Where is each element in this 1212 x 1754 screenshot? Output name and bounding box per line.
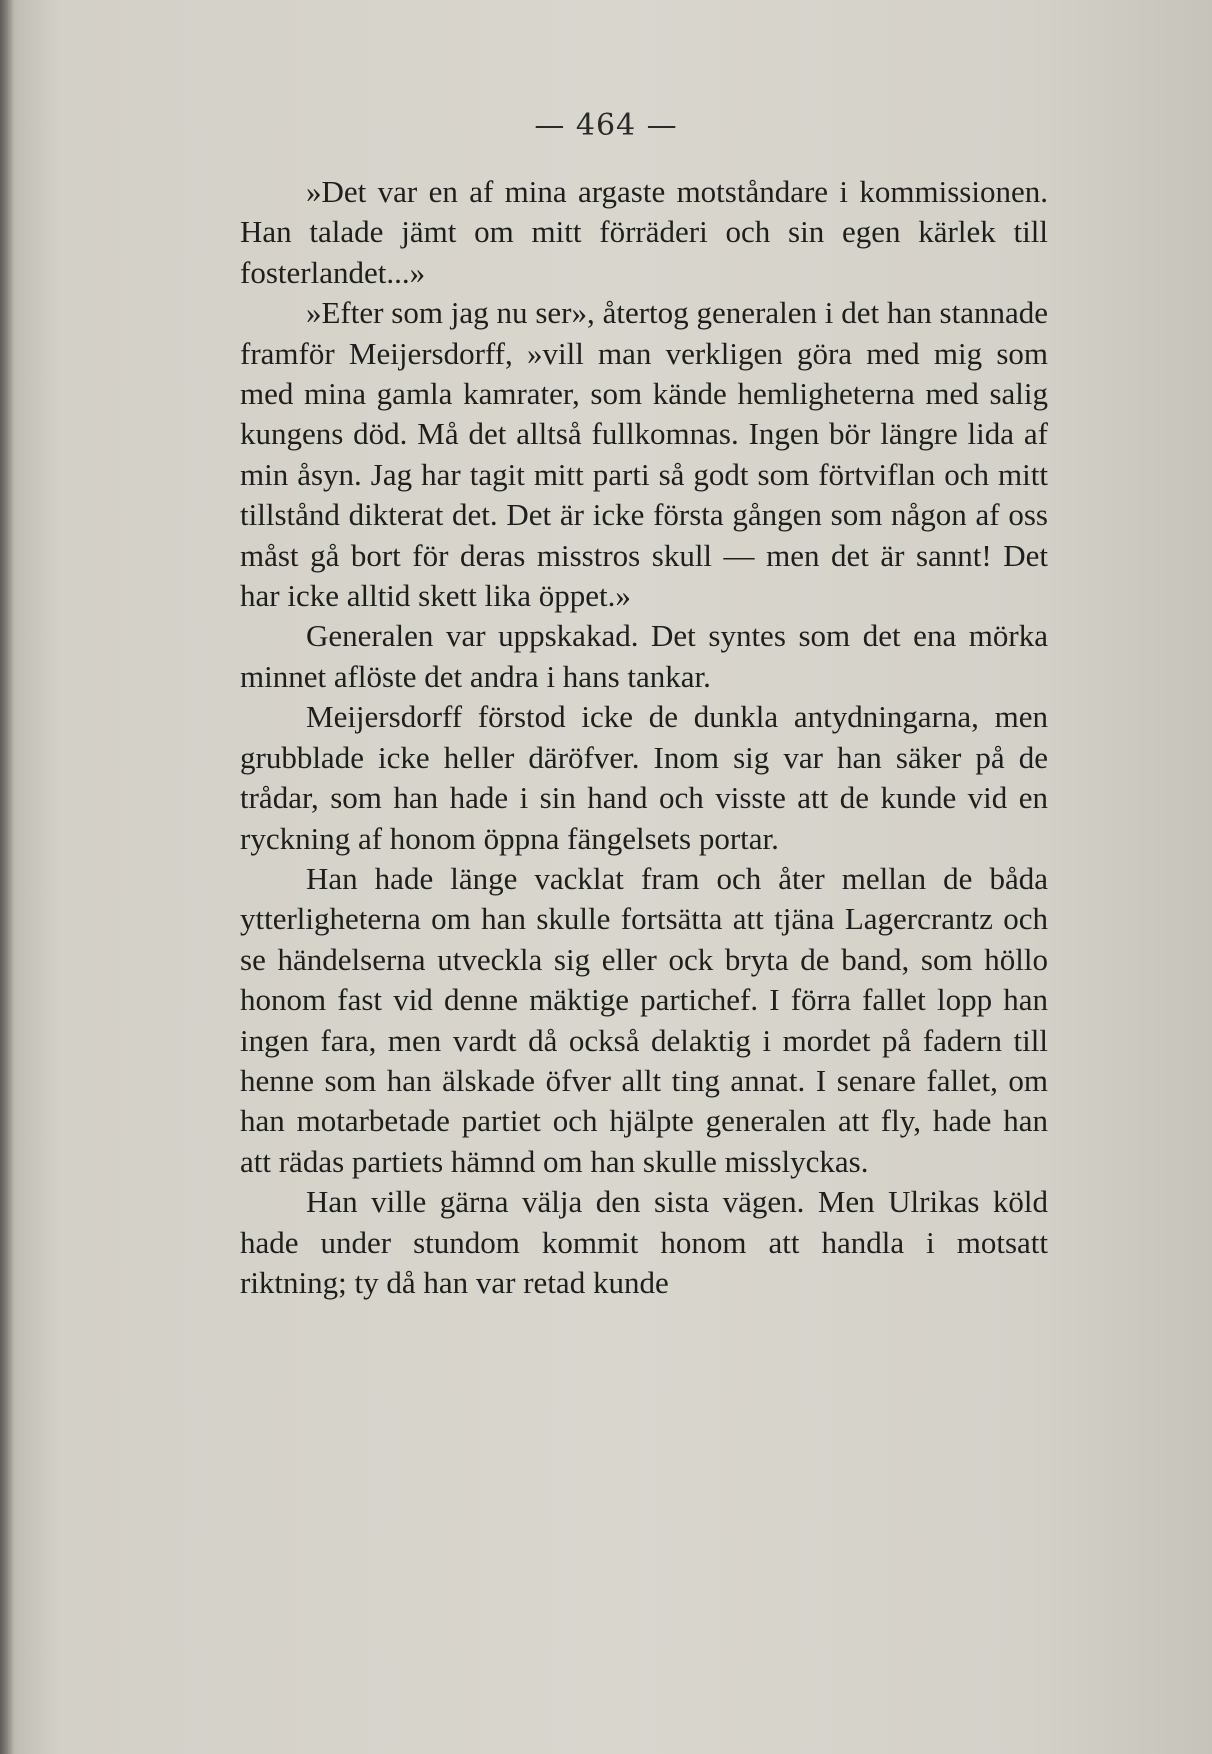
page-number: — 464 — — [534, 108, 678, 143]
page-edge-shadow — [0, 0, 14, 1754]
paragraph-4: Meijersdorff förstod icke de dunkla antydningarna, men grubblade icke heller däröfver. Inom sig var han säker på de trådar, som han hade i sin hand och visste att de kunde vid en ryckning af honom öppna fängelsets portar. — [240, 699, 1048, 856]
paragraph-5: Han hade länge vacklat fram och åter mellan de båda ytterligheterna om han skulle fortsätta att tjäna Lagercrantz och se händelserna utveckla sig eller ock bryta de band, som höllo honom fast vid denne mäktige partichef. I förra fallet lopp han ingen fara, men vardt då också delaktig i mordet på fadern till henne som han älskade öfver allt ting annat. I senare fallet, om han motarbetade partiet och hjälpte generalen att fly, hade han att rädas partiets hämnd om han skulle misslyckas. — [240, 860, 1048, 1179]
paragraph-1: »Det var en af mina argaste motståndare i kommissionen. Han talade jämt om mitt förräderi och sin egen kärlek till fosterlandet...» — [240, 174, 1048, 290]
paragraph-2: »Efter som jag nu ser», återtog generalen i det han stannade framför Meijersdorff, »vill man verkligen göra med mig som med mina gamla kamrater, som kände hemligheterna med salig kungens död. Må det alltså fullkomnas. Ingen bör längre lida af min åsyn. Jag har tagit mitt parti så godt som förtviflan och mitt tillstånd dikterat det. Det är icke första gången som någon af oss måst gå bort för deras misstros skull — men det är sannt! Det har icke alltid skett lika öppet.» — [240, 295, 1048, 614]
paragraph-3: Generalen var uppskakad. Det syntes som det ena mörka minnet aflöste det andra i hans tankar. — [240, 618, 1048, 694]
paragraph-6: Han ville gärna välja den sista vägen. Men Ulrikas köld hade under stundom kommit honom att handla i motsatt riktning; ty då han var retad kunde — [240, 1184, 1048, 1300]
body-text — [240, 172, 1048, 1303]
